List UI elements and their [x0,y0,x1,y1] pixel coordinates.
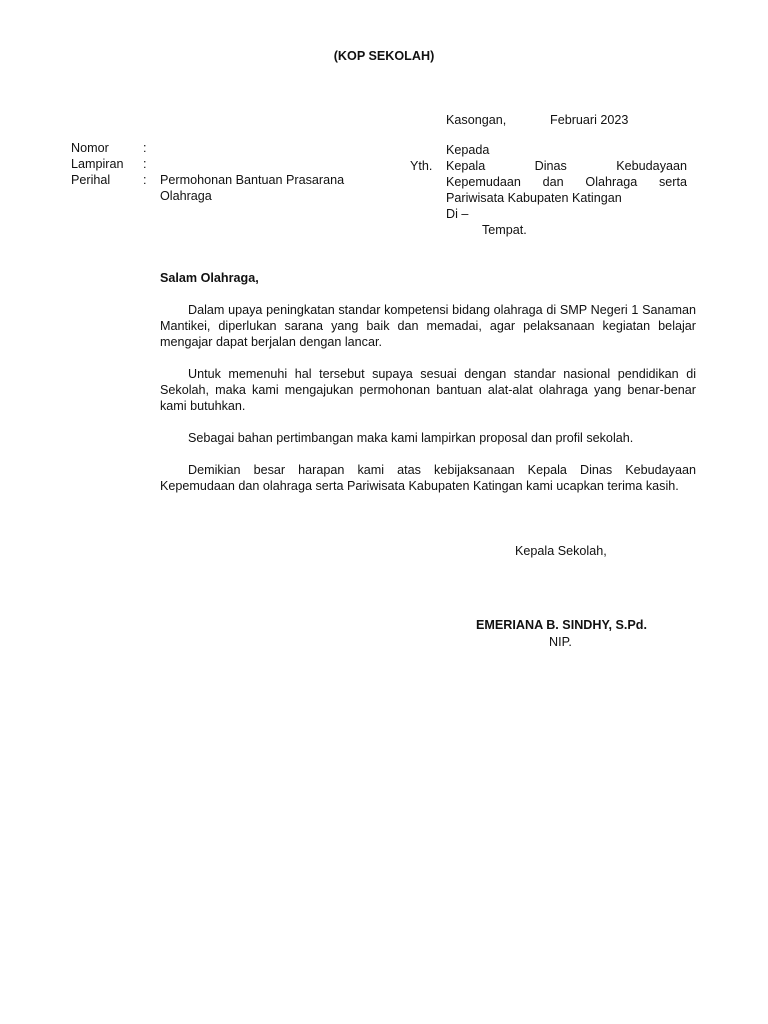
recipient-tempat: Tempat. [482,223,527,237]
perihal-value: Permohonan Bantuan Prasarana Olahraga [160,173,345,203]
signature-title: Kepala Sekolah, [515,544,607,558]
lampiran-label: Lampiran [71,157,124,171]
nomor-label: Nomor [71,141,109,155]
recipient-address [446,142,687,222]
nomor-colon: : [143,141,147,155]
date-month-year: Februari 2023 [550,113,629,127]
perihal-colon: : [143,173,147,187]
paragraph-1 [160,302,696,350]
paragraph-4 [160,462,696,494]
yth-label: Yth. [410,159,433,173]
signature-nip: NIP. [549,635,572,649]
signature-name: EMERIANA B. SINDHY, S.Pd. [476,618,647,632]
recipient-di: Di – [446,207,469,221]
paragraph-2-text: Untuk memenuhi hal tersebut supaya sesuai dengan standar nasional pendidikan di Sekolah, maka kami mengajukan permohonan bantuan alat-alat olahraga yang benar-benar kami butuhkan. [160,367,696,413]
lampiran-colon: : [143,157,147,171]
paragraph-1-text: Dalam upaya peningkatan standar kompetensi bidang olahraga di SMP Negeri 1 Sanaman Mantikei, diperlukan sarana yang baik dan memadai, agar pelaksanaan kegiatan belajar mengajar dapat berjalan dengan lancar. [160,303,696,349]
paragraph-4-text: Demikian besar harapan kami atas kebijaksanaan Kepala Dinas Kebudayaan Kepemudaan dan olahraga serta Pariwisata Kabupaten Katingan kami ucapkan terima kasih. [160,463,696,493]
salutation: Salam Olahraga, [160,271,259,285]
paragraph-2 [160,366,696,414]
recipient-line-2: Kepemudaan dan Olahraga serta [446,175,687,189]
perihal-label: Perihal [71,173,111,187]
paragraph-3-text: Sebagai bahan pertimbangan maka kami lampirkan proposal dan profil sekolah. [188,431,634,445]
recipient-kepada: Kepada [446,143,490,157]
date-city: Kasongan, [446,113,507,127]
paragraph-3 [160,430,696,446]
recipient-line-1: Kepala Dinas Kebudayaan [446,159,687,173]
letterhead-placeholder: (KOP SEKOLAH) [333,49,435,63]
recipient-line-3: Pariwisata Kabupaten Katingan [446,191,622,205]
